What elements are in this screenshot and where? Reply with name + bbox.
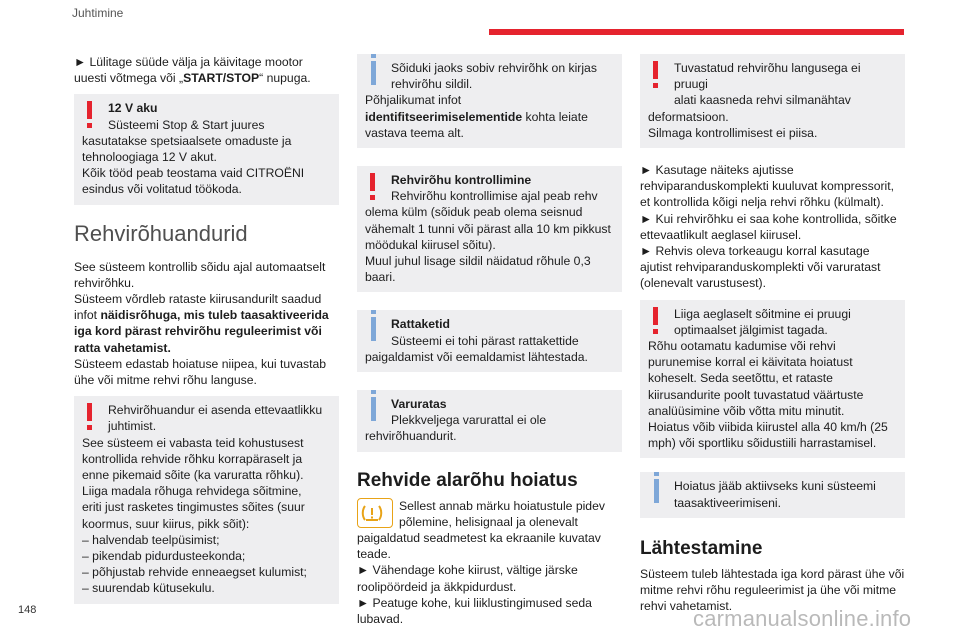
note-line: See süsteem ei vabasta teid kohustusest	[82, 435, 304, 450]
note-line: kiirusandurite poolt tuvastatud väärtuste	[648, 387, 864, 402]
body-line: Süsteem võrdleb rataste kiirusandurilt saadud	[74, 292, 322, 307]
note-line: Hoiatus võib viibida kiirustel alla 40 km/h (25	[648, 420, 888, 435]
header-accent-bar	[489, 29, 904, 35]
note-line: olema külm (sõiduk peab olema seisnud	[365, 205, 583, 220]
warning-active-info-note	[640, 472, 905, 517]
body-line: teade.	[357, 547, 391, 562]
body-line: Sellest annab märku hoiatustule pidev	[399, 498, 605, 513]
body-line: Süsteem tuleb lähtestada iga kord pärast ühe või	[640, 566, 905, 581]
note-line: Tuvastatud rehvirõhu langusega ei pruugi	[674, 61, 861, 92]
note-line: – pikendab pidurdusteekonda;	[82, 549, 246, 564]
exclamation-icon	[653, 61, 658, 79]
note-line: esindus või volitatud töökoda.	[82, 182, 242, 197]
body-line: lubavad.	[357, 612, 404, 627]
note-line: vastava teema alt.	[365, 125, 464, 140]
note-title: Rehvirõhu kontrollimine	[391, 173, 532, 188]
body-line: ► Rehvis oleva torkeaugu korral kasutage	[640, 244, 870, 259]
note-line: deformatsioon.	[648, 109, 729, 124]
note-line: – halvendab teelpüsimist;	[82, 532, 220, 547]
note-line: rehvirõhu sildil.	[391, 77, 473, 92]
body-line: ► Peatuge kohe, kui liiklustingimused seda	[357, 595, 592, 610]
body-line: ühe või mitme rehvi rõhu languse.	[74, 373, 257, 388]
note-line: Rehvirõhuandur ei asenda ettevaatlikku	[108, 403, 323, 418]
body-line: (olenevalt varustusest).	[640, 276, 766, 291]
note-line: koheselt. Seda seetõttu, et rataste	[648, 371, 833, 386]
body-line: põlemine, helisignaal ja olenevalt	[399, 514, 578, 529]
spare-wheel-info-note	[357, 390, 622, 452]
column-1	[74, 54, 339, 614]
note-line: juhtimist.	[108, 419, 157, 434]
sensor-warning-note	[74, 396, 339, 603]
exclamation-icon	[653, 307, 658, 325]
column-3	[640, 54, 905, 614]
note-line: identifitseerimiselementide kohta leiate	[365, 109, 588, 124]
note-line: Muul juhul lisage sildil näidatud rõhule 0,3	[365, 254, 591, 269]
exclamation-icon	[87, 403, 92, 421]
note-line: – põhjustab rehvide enneaegset kulumist;	[82, 565, 307, 580]
note-line: taasaktiveerimiseni.	[674, 495, 782, 510]
body-line: See süsteem kontrollib sõidu ajal automaatselt	[74, 259, 326, 274]
note-line: Põhjalikumat infot	[365, 93, 462, 108]
body-line: et kontrollida kõigi nelja rehvi rõhku (külmalt).	[640, 195, 884, 210]
info-icon	[371, 61, 376, 85]
note-line: Rehvirõhu kontrollimise ajal peab rehv	[391, 189, 598, 204]
note-line: enne pikemaid sõite (ka varuratta rõhku).	[82, 468, 304, 483]
note-line: Sõiduki jaoks sobiv rehvirõhk on kirjas	[391, 61, 597, 75]
note-line: möödukal kiirusel sõitu).	[365, 237, 496, 252]
body-line: ► Kui rehvirõhku ei saa kohe kontrollida, sõitke	[640, 211, 897, 226]
column-2	[357, 54, 622, 627]
body-line: ► Kasutage näiteks ajutisse	[640, 163, 794, 178]
note-line: Süsteemi ei tohi pärast rattakettide	[391, 333, 579, 348]
intro-line: uuesti võtmega või „START/STOP“ nupuga.	[74, 71, 311, 86]
section-heading: Rehvirõhuandurid	[74, 220, 248, 246]
note-line: Liiga aeglaselt sõitmine ei pruugi	[674, 306, 851, 321]
note-line: Liiga madala rõhuga rehvidega sõitmine,	[82, 484, 302, 499]
note-line: baari.	[365, 270, 396, 285]
note-line: vähemalt 1 tunni või pärast alla 10 km pikkust	[365, 221, 611, 236]
label-info-note	[357, 54, 622, 148]
note-line: Silmaga kontrollimisest ei piisa.	[648, 125, 818, 140]
section-heading: Lähtestamine	[640, 537, 763, 559]
note-line: analüüsimine võib võtta mitu minutit.	[648, 403, 845, 418]
note-line: purunemise korral ei käivitata hoiatust	[648, 355, 853, 370]
note-line: Rõhu ootamatu kadumise või rehvi	[648, 339, 836, 354]
note-line: Plekkveljega varurattal ei ole	[391, 413, 547, 428]
body-line: ettevaatlikult aeglasel kiirusel.	[640, 227, 802, 242]
note-line: koormus, suur kiirus, pikk sõit):	[82, 516, 250, 531]
note-line: Süsteemi Stop & Start juures	[108, 117, 265, 132]
note-line: mph) või sportliku sõidustiili harrastamisel.	[648, 436, 877, 451]
warning-lamp-row	[357, 498, 622, 530]
note-line: rehvirõhuandurit.	[365, 429, 457, 444]
body-line: mitme rehvi rõhu reguleerimist ja ühe või mitme	[640, 583, 897, 598]
note-line: paigaldamist või eemaldamist lähtestada.	[365, 349, 588, 364]
note-title: Rattaketid	[391, 317, 450, 332]
battery-warning-note	[74, 94, 339, 204]
watermark: carmanualsonline.info	[693, 606, 912, 631]
note-title: 12 V aku	[108, 101, 158, 116]
note-line: kontrollida rehvide rõhku korrapäraselt ja	[82, 451, 303, 466]
pressure-check-note	[357, 166, 622, 292]
body-line: ratta vahetamist.	[74, 340, 171, 355]
note-line: alati kaasneda rehvi silmanähtav	[674, 93, 851, 108]
note-line: eriti just rasketes tingimustes sõites (suur	[82, 500, 305, 515]
info-icon	[654, 479, 659, 503]
intro-line: ► Lülitage süüde välja ja käivitage mootor	[74, 55, 303, 69]
chains-info-note	[357, 310, 622, 372]
note-line: Hoiatus jääb aktiivseks kuni süsteemi	[674, 479, 876, 494]
body-line: rehvirõhku.	[74, 275, 135, 290]
pressure-loss-warning-note	[640, 54, 905, 148]
tyre-pressure-warning-icon	[357, 498, 393, 528]
exclamation-icon	[87, 101, 92, 119]
body-line: rehviparanduskomplekti kuuluvat kompressorit,	[640, 179, 895, 194]
body-line: rehvi vahetamist.	[640, 599, 733, 614]
exclamation-icon	[370, 173, 375, 191]
body-line: ► Vähendage kohe kiirust, vältige järske	[357, 563, 578, 578]
slow-driving-warning-note	[640, 300, 905, 459]
note-line: kasutatakse spetsiaalsete omaduste ja	[82, 133, 292, 148]
note-title: Varuratas	[391, 397, 447, 412]
note-line: tehnoloogiaga 12 V akut.	[82, 150, 217, 165]
body-line: paigaldatud seadmetest ka ekraanile kuvatav	[357, 531, 601, 546]
body-line: iga kord pärast rehvirõhu reguleerimist või	[74, 324, 322, 339]
info-icon	[371, 317, 376, 341]
body-line: Süsteem edastab hoiatuse niipea, kui tuvastab	[74, 356, 327, 371]
info-icon	[371, 397, 376, 421]
body-line: roolipöördeid ja äkkpidurdust.	[357, 579, 517, 594]
section-heading: Rehvide alarõhu hoiatus	[357, 469, 578, 491]
note-line: optimaalset jälgimist tagada.	[674, 322, 828, 337]
body-line: infot näidisrõhuga, mis tuleb taasaktiveerida	[74, 308, 329, 323]
note-line: – suurendab kütusekulu.	[82, 581, 215, 596]
page-number: 148	[18, 604, 37, 616]
running-header: Juhtimine	[72, 6, 124, 20]
note-line: Kõik tööd peab teostama vaid CITROËNI	[82, 166, 305, 181]
body-line: ajutist rehviparanduskomplekti või varuratast	[640, 260, 881, 275]
